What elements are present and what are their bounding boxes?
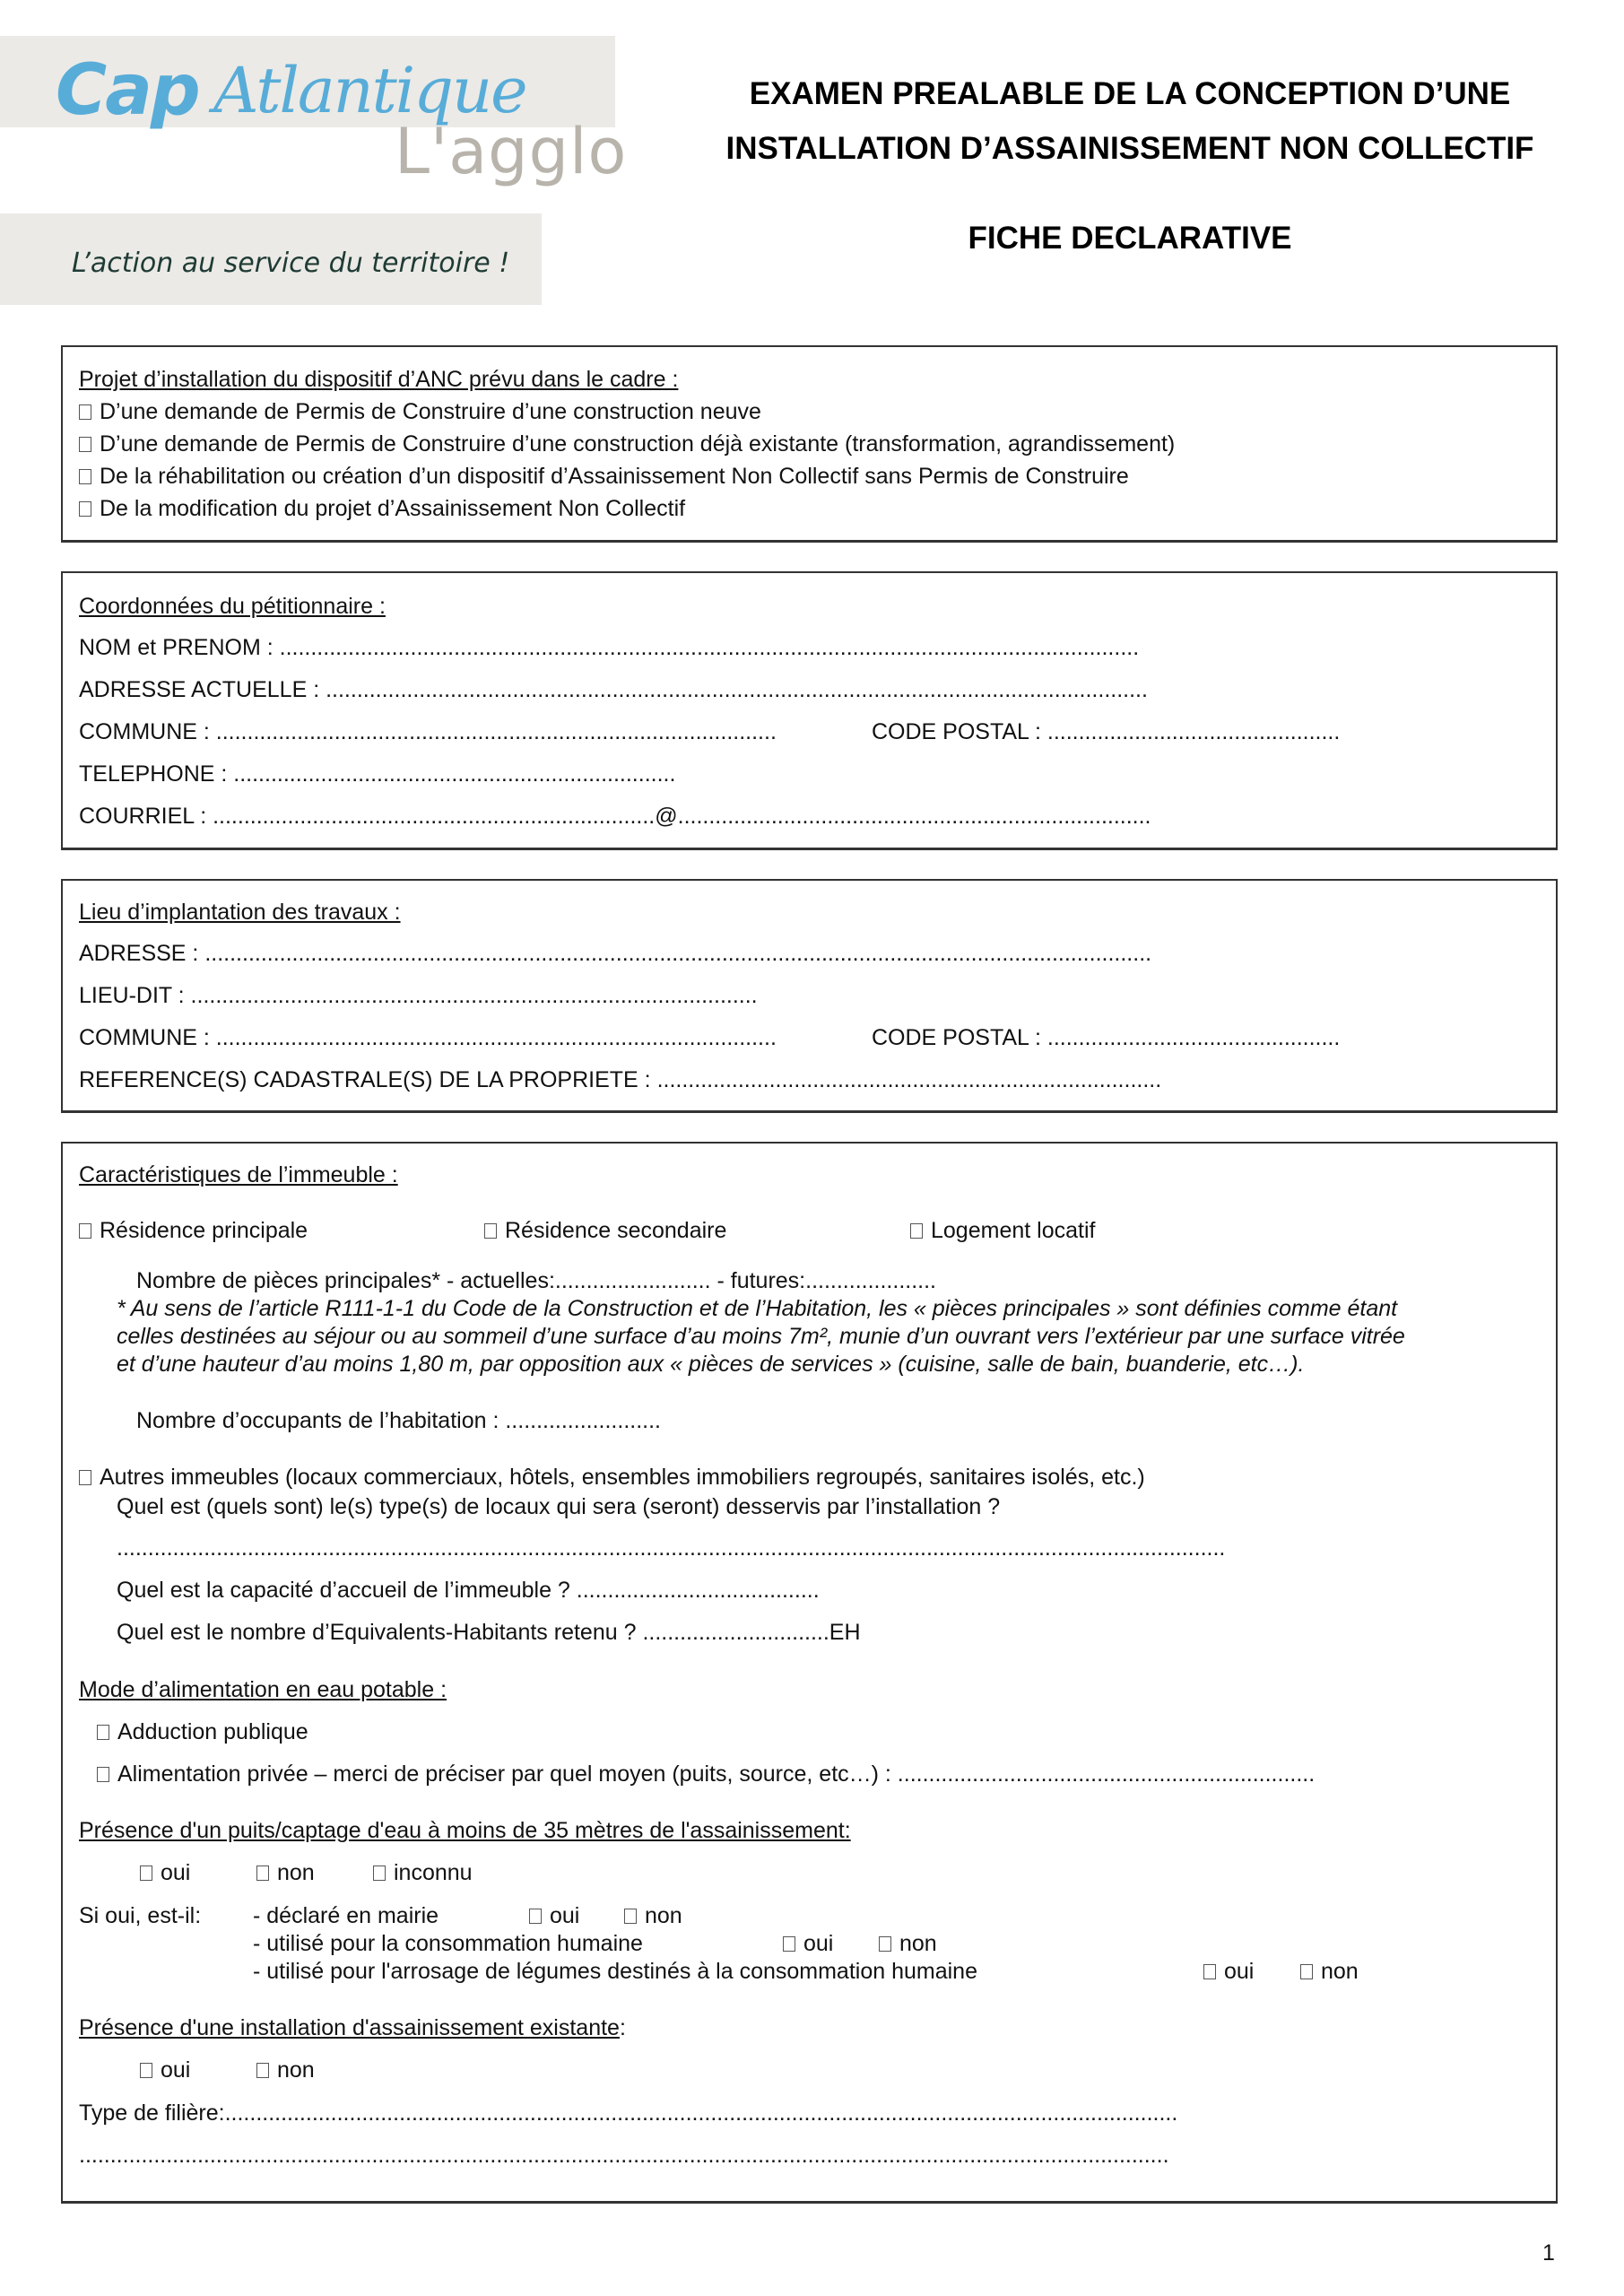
field-type-filiere-line2[interactable]: ...............................................................................................................................................................................: [79, 2143, 1169, 2168]
option-puits-inconnu[interactable]: inconnu: [373, 1859, 473, 1886]
option-modification[interactable]: De la modification du projet d’Assainissement Non Collectif: [79, 495, 685, 522]
field-nombre-pieces[interactable]: Nombre de pièces principales* - actuelles:......................... - futures:.....................: [136, 1268, 936, 1293]
field-reference-cadastrale[interactable]: REFERENCE(S) CADASTRALE(S) DE LA PROPRIETE : .................................................................................: [79, 1067, 1162, 1092]
logo-text-agglo: L'agglo: [395, 115, 628, 188]
field-code-postal[interactable]: CODE POSTAL : ...............................................: [872, 719, 1341, 744]
checkbox-icon[interactable]: [1300, 1964, 1313, 1979]
section-heading-immeuble: Caractéristiques de l’immeuble :: [79, 1162, 398, 1187]
checkbox-icon[interactable]: [373, 1866, 386, 1881]
section-heading-projet: Projet d’installation du dispositif d’ANC prévu dans le cadre :: [79, 367, 679, 392]
option-consommation-oui[interactable]: oui: [783, 1930, 833, 1957]
checkbox-icon[interactable]: [529, 1909, 542, 1924]
field-lieu-commune[interactable]: COMMUNE : ..........................................................................................: [79, 1025, 777, 1050]
checkbox-icon[interactable]: [140, 2063, 152, 2078]
question-declare-mairie: - déclaré en mairie: [253, 1903, 439, 1928]
option-existante-oui[interactable]: oui: [140, 2057, 190, 2083]
field-lieu-code-postal[interactable]: CODE POSTAL : ...............................................: [872, 1025, 1341, 1050]
logo-text-cap: Cap: [56, 50, 199, 131]
checkbox-icon[interactable]: [79, 1223, 91, 1239]
question-arrosage-legumes: - utilisé pour l'arrosage de légumes destinés à la consommation humaine: [253, 1959, 977, 1984]
checkbox-icon[interactable]: [256, 2063, 269, 2078]
option-rehabilitation[interactable]: De la réhabilitation ou création d’un dispositif d’Assainissement Non Collectif sans Permis de Construire: [79, 463, 1129, 490]
section-heading-existante: Présence d'une installation d'assainissement existante:: [79, 2015, 626, 2040]
field-equivalents-habitants[interactable]: Quel est le nombre d’Equivalents-Habitants retenu ? ..............................EH: [117, 1620, 861, 1645]
document-title-line1: EXAMEN PREALABLE DE LA CONCEPTION D’UNE: [749, 76, 1511, 111]
checkbox-icon[interactable]: [79, 501, 91, 517]
option-puits-non[interactable]: non: [256, 1859, 315, 1886]
option-permis-existante[interactable]: D’une demande de Permis de Construire d’une construction déjà existante (transformation, agrandissement): [79, 430, 1175, 457]
field-adresse-actuelle[interactable]: ADRESSE ACTUELLE : ....................................................................................................................................: [79, 677, 1148, 702]
option-adduction-publique[interactable]: Adduction publique: [97, 1718, 308, 1745]
section-heading-lieu: Lieu d’implantation des travaux :: [79, 900, 401, 925]
option-arrosage-oui[interactable]: oui: [1203, 1958, 1254, 1985]
field-courriel[interactable]: COURRIEL : .......................................................................@............................................................................: [79, 804, 1151, 829]
document-title-line2: INSTALLATION D’ASSAINISSEMENT NON COLLECTIF: [725, 131, 1534, 166]
label-si-oui: Si oui, est-il:: [79, 1903, 202, 1928]
slogan: L’action au service du territoire !: [72, 248, 510, 279]
option-residence-principale[interactable]: Résidence principale: [79, 1217, 308, 1244]
checkbox-icon[interactable]: [97, 1725, 109, 1740]
field-type-filiere[interactable]: Type de filière:.........................................................................................................................................................: [79, 2100, 1178, 2126]
footnote-line1: * Au sens de l’article R111-1-1 du Code de la Construction et de l’Habitation, les « pièces principales » sont définies comme étant: [117, 1296, 1398, 1321]
option-existante-non[interactable]: non: [256, 2057, 315, 2083]
checkbox-icon[interactable]: [97, 1767, 109, 1782]
checkbox-icon[interactable]: [140, 1866, 152, 1881]
checkbox-icon[interactable]: [79, 437, 91, 452]
logo-text-atlantique: Atlantique: [213, 54, 526, 127]
section-immeuble: [61, 1142, 1558, 2204]
field-telephone[interactable]: TELEPHONE : .......................................................................: [79, 761, 676, 787]
section-projet: [61, 345, 1558, 543]
field-nom-prenom[interactable]: NOM et PRENOM : ..........................................................................................................................................: [79, 635, 1140, 660]
checkbox-icon[interactable]: [484, 1223, 497, 1239]
option-logement-locatif[interactable]: Logement locatif: [910, 1217, 1095, 1244]
document-subtitle: FICHE DECLARATIVE: [968, 221, 1292, 256]
section-heading-puits: Présence d'un puits/captage d'eau à moins de 35 mètres de l'assainissement:: [79, 1818, 851, 1843]
field-commune[interactable]: COMMUNE : ..........................................................................................: [79, 719, 777, 744]
option-declare-oui[interactable]: oui: [529, 1902, 579, 1929]
field-lieu-adresse[interactable]: ADRESSE : ........................................................................................................................................................: [79, 941, 1152, 966]
checkbox-icon[interactable]: [1203, 1964, 1216, 1979]
option-alimentation-privee[interactable]: Alimentation privée – merci de préciser par quel moyen (puits, source, etc…) : ...................................................................: [97, 1761, 1315, 1787]
checkbox-icon[interactable]: [783, 1936, 795, 1952]
section-lieu: [61, 879, 1558, 1113]
checkbox-icon[interactable]: [79, 469, 91, 484]
footnote-line3: et d’une hauteur d’au moins 1,80 m, par opposition aux « pièces de services » (cuisine, salle de bain, buanderie, etc…).: [117, 1352, 1305, 1377]
question-type-locaux: Quel est (quels sont) le(s) type(s) de locaux qui sera (seront) desservis par l’installation ?: [117, 1494, 1001, 1519]
checkbox-icon[interactable]: [79, 404, 91, 420]
checkbox-icon[interactable]: [624, 1909, 637, 1924]
section-heading-eau-potable: Mode d’alimentation en eau potable :: [79, 1677, 447, 1702]
field-capacite-accueil[interactable]: Quel est la capacité d’accueil de l’immeuble ? .......................................: [117, 1578, 820, 1603]
section-petitionnaire: [61, 571, 1558, 850]
field-lieu-dit[interactable]: LIEU-DIT : ...........................................................................................: [79, 983, 758, 1008]
footnote-line2: celles destinées au séjour ou au sommeil d’une surface d’au moins 7m², munie d’un ouvrant vers l’extérieur par une surface vitrée: [117, 1324, 1405, 1349]
option-puits-oui[interactable]: oui: [140, 1859, 190, 1886]
checkbox-icon[interactable]: [256, 1866, 269, 1881]
field-type-locaux[interactable]: ..................................................................................................................................................................................: [117, 1535, 1226, 1561]
checkbox-icon[interactable]: [910, 1223, 923, 1239]
page-number: 1: [1542, 2240, 1555, 2266]
section-heading-petitionnaire: Coordonnées du pétitionnaire :: [79, 594, 386, 619]
option-autres-immeubles[interactable]: Autres immeubles (locaux commerciaux, hôtels, ensembles immobiliers regroupés, sanitaires isolés, etc.): [79, 1464, 1145, 1491]
field-nombre-occupants[interactable]: Nombre d’occupants de l’habitation : .........................: [136, 1408, 661, 1433]
option-consommation-non[interactable]: non: [879, 1930, 937, 1957]
option-arrosage-non[interactable]: non: [1300, 1958, 1359, 1985]
question-consommation-humaine: - utilisé pour la consommation humaine: [253, 1931, 643, 1956]
option-permis-neuve[interactable]: D’une demande de Permis de Construire d’une construction neuve: [79, 398, 761, 425]
checkbox-icon[interactable]: [879, 1936, 891, 1952]
option-declare-non[interactable]: non: [624, 1902, 682, 1929]
checkbox-icon[interactable]: [79, 1470, 91, 1485]
option-residence-secondaire[interactable]: Résidence secondaire: [484, 1217, 726, 1244]
cap-atlantique-logo: [0, 36, 628, 206]
